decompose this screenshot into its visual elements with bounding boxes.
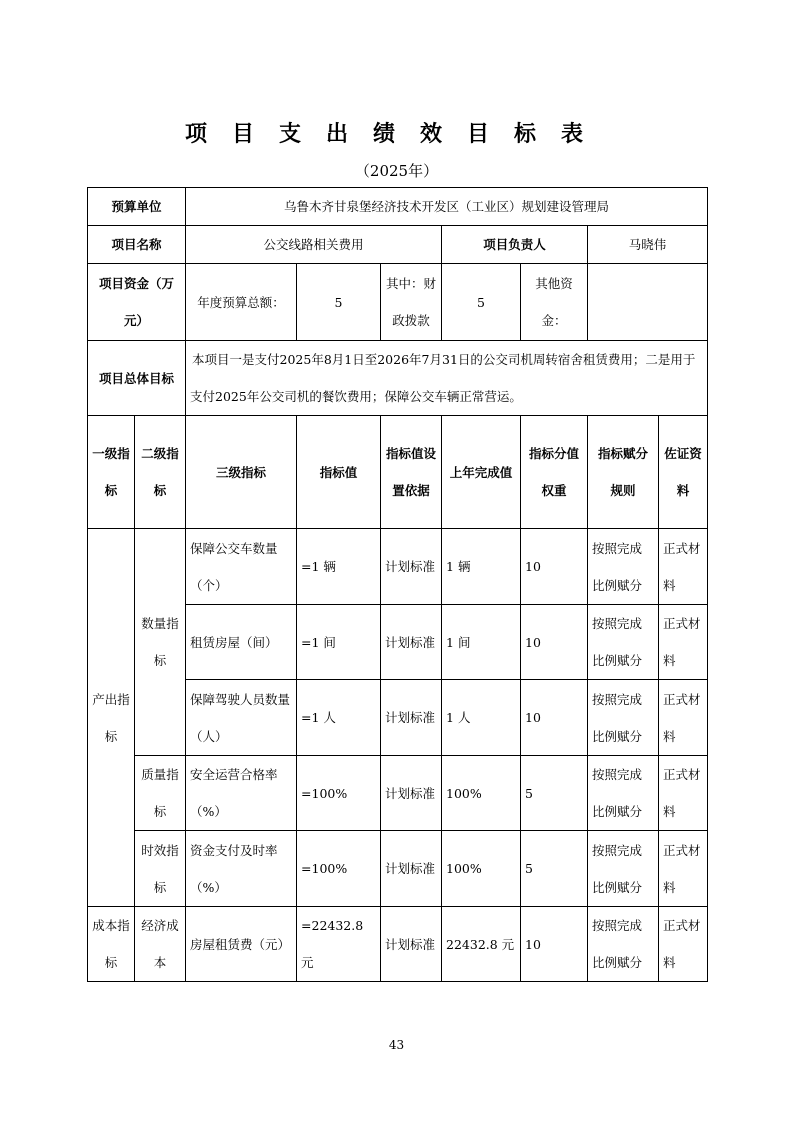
header-last-year: 上年完成值 (442, 416, 521, 529)
indicator-last-year: 1 辆 (442, 529, 521, 605)
group-quality: 质量指标 (135, 756, 186, 831)
indicator-value: =22432.8 元 (297, 907, 381, 982)
table-row (88, 831, 708, 907)
budget-unit-row (88, 188, 708, 226)
indicator-evidence: 正式材料 (659, 605, 708, 680)
indicator-evidence: 正式材料 (659, 529, 708, 605)
indicator-name: 房屋租赁费（元） (186, 907, 297, 982)
annual-total-label: 年度预算总额： (186, 264, 297, 341)
indicator-evidence: 正式材料 (659, 756, 708, 831)
funds-row (88, 264, 708, 341)
group-quantity: 数量指标 (135, 529, 186, 756)
other-label: 其他资金： (521, 264, 588, 341)
funds-label: 项目资金（万元） (88, 264, 186, 341)
indicator-basis: 计划标准 (381, 831, 442, 907)
header-level3: 三级指标 (186, 416, 297, 529)
indicator-rule: 按照完成比例赋分 (588, 831, 659, 907)
indicator-last-year: 22432.8 元 (442, 907, 521, 982)
header-rule: 指标赋分规则 (588, 416, 659, 529)
table-row (88, 756, 708, 831)
fiscal-value: 5 (442, 264, 521, 341)
indicator-value: =100% (297, 756, 381, 831)
project-name-value: 公交线路相关费用 (186, 226, 442, 264)
group-economic: 经济成本 (135, 907, 186, 982)
indicator-name: 保障公交车数量（个） (186, 529, 297, 605)
indicator-basis: 计划标准 (381, 605, 442, 680)
fiscal-label: 其中：财政拨款 (381, 264, 442, 341)
indicator-name: 租赁房屋（间） (186, 605, 297, 680)
indicator-rule: 按照完成比例赋分 (588, 605, 659, 680)
goal-row (88, 341, 708, 416)
project-name-label: 项目名称 (88, 226, 186, 264)
page-number: 43 (388, 1038, 405, 1052)
document-year: （2025年） (354, 162, 439, 180)
table-row (88, 529, 708, 605)
group-timeliness: 时效指标 (135, 831, 186, 907)
goal-value: 本项目一是支付2025年8月1日至2026年7月31日的公交司机周转宿舍租赁费用；二是用于支付2025年公交司机的餐饮费用；保障公交车辆正常营运。 (186, 341, 708, 416)
annual-total-value: 5 (297, 264, 381, 341)
indicator-weight: 10 (521, 605, 588, 680)
indicator-evidence: 正式材料 (659, 831, 708, 907)
indicator-basis: 计划标准 (381, 680, 442, 756)
budget-unit-value: 乌鲁木齐甘泉堡经济技术开发区（工业区）规划建设管理局 (186, 188, 708, 226)
document-title: 项目支出绩效目标表 (184, 122, 608, 147)
owner-label: 项目负责人 (442, 226, 588, 264)
table-row (88, 907, 708, 982)
indicator-weight: 10 (521, 529, 588, 605)
indicator-weight: 10 (521, 680, 588, 756)
indicator-weight: 10 (521, 907, 588, 982)
header-weight: 指标分值权重 (521, 416, 588, 529)
indicator-name: 保障驾驶人员数量（人） (186, 680, 297, 756)
indicator-name: 资金支付及时率（%） (186, 831, 297, 907)
indicator-last-year: 100% (442, 831, 521, 907)
indicator-last-year: 100% (442, 756, 521, 831)
indicator-basis: 计划标准 (381, 756, 442, 831)
group-cost: 成本指标 (88, 907, 135, 982)
header-level1: 一级指标 (88, 416, 135, 529)
other-value (588, 264, 708, 341)
indicator-value: =1 人 (297, 680, 381, 756)
performance-table (87, 187, 708, 982)
indicator-basis: 计划标准 (381, 907, 442, 982)
indicator-evidence: 正式材料 (659, 907, 708, 982)
header-evidence: 佐证资料 (659, 416, 708, 529)
indicator-rule: 按照完成比例赋分 (588, 529, 659, 605)
indicator-weight: 5 (521, 756, 588, 831)
indicator-name: 安全运营合格率（%） (186, 756, 297, 831)
header-value: 指标值 (297, 416, 381, 529)
header-basis: 指标值设置依据 (381, 416, 442, 529)
project-name-row (88, 226, 708, 264)
indicator-basis: 计划标准 (381, 529, 442, 605)
indicator-value: =1 间 (297, 605, 381, 680)
header-level2: 二级指标 (135, 416, 186, 529)
owner-value: 马晓伟 (588, 226, 708, 264)
indicator-last-year: 1 间 (442, 605, 521, 680)
indicator-rule: 按照完成比例赋分 (588, 907, 659, 982)
indicator-evidence: 正式材料 (659, 680, 708, 756)
indicator-rule: 按照完成比例赋分 (588, 756, 659, 831)
indicator-rule: 按照完成比例赋分 (588, 680, 659, 756)
budget-unit-label: 预算单位 (88, 188, 186, 226)
group-output: 产出指标 (88, 529, 135, 907)
indicator-last-year: 1 人 (442, 680, 521, 756)
goal-label: 项目总体目标 (88, 341, 186, 416)
indicator-weight: 5 (521, 831, 588, 907)
indicator-value: =100% (297, 831, 381, 907)
header-row (88, 416, 708, 529)
indicator-value: =1 辆 (297, 529, 381, 605)
